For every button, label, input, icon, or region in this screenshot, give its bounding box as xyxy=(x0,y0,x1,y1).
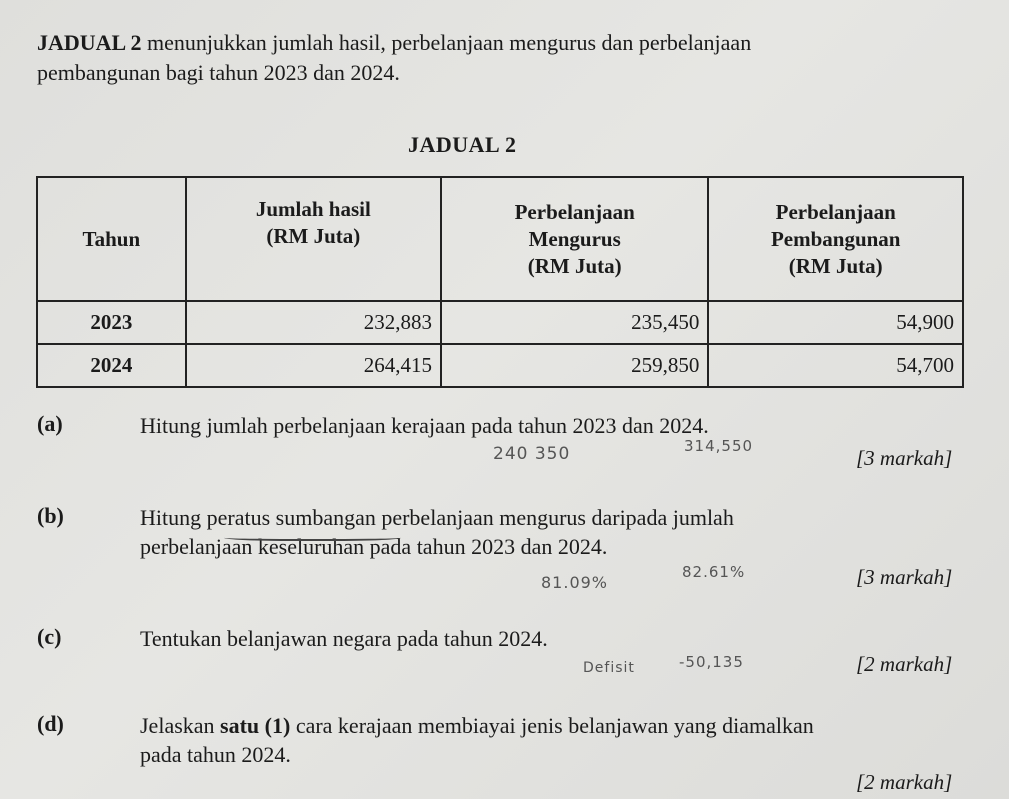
table-row xyxy=(37,344,963,387)
intro-line2: pembangunan bagi tahun 2023 dan 2024. xyxy=(37,60,400,85)
question-b-marks: [3 markah] xyxy=(856,565,953,589)
emphasis-satu: satu (1) xyxy=(220,713,291,738)
handwritten-answer: -50,135 xyxy=(679,653,744,671)
header-perbelanjaan-pembangunan: Perbelanjaan Pembangunan (RM Juta) xyxy=(708,177,963,301)
handwritten-answer: Defisit xyxy=(583,660,635,676)
cell-operating: 259,850 xyxy=(441,344,708,387)
question-c-label: (c) xyxy=(37,624,62,649)
intro-line1: menunjukkan jumlah hasil, perbelanjaan mengurus dan perbelanjaan xyxy=(141,30,752,55)
question-b-text: Hitung peratus sumbangan perbelanjaan mengurus daripada jumlah perbelanjaan keseluruhan pada tahun 2023 dan 2024. xyxy=(140,505,734,559)
question-c-marks: [2 markah] xyxy=(856,652,953,676)
pencil-underline xyxy=(224,533,401,541)
header-tahun: Tahun xyxy=(37,177,186,301)
question-a-marks: [3 markah] xyxy=(856,446,953,470)
handwritten-answer: 81.09% xyxy=(541,573,609,592)
handwritten-answer: 314,550 xyxy=(684,437,754,455)
cell-operating: 235,450 xyxy=(441,301,708,344)
question-b-label: (b) xyxy=(37,503,64,528)
question-d-label: (d) xyxy=(37,711,64,736)
question-d-marks: [2 markah] xyxy=(856,770,953,794)
header-jumlah-hasil: Jumlah hasil (RM Juta) xyxy=(186,177,441,301)
question-d-text: Jelaskan satu (1) cara kerajaan membiayai jenis belanjawan yang diamalkan pada tahun 2024. xyxy=(140,713,814,767)
question-c-text: Tentukan belanjawan negara pada tahun 2024. xyxy=(140,626,548,651)
data-table xyxy=(36,176,964,388)
intro-paragraph xyxy=(37,28,751,88)
handwritten-answer: 82.61% xyxy=(682,563,746,581)
table-row xyxy=(37,301,963,344)
question-a-label: (a) xyxy=(37,411,63,436)
cell-year: 2023 xyxy=(37,301,186,344)
handwritten-answer: 240 350 xyxy=(493,444,571,464)
table-header-row xyxy=(37,177,963,301)
cell-development: 54,700 xyxy=(708,344,963,387)
table-caption: JADUAL 2 xyxy=(408,132,517,157)
cell-development: 54,900 xyxy=(708,301,963,344)
question-a-text: Hitung jumlah perbelanjaan kerajaan pada tahun 2023 dan 2024. xyxy=(140,413,709,438)
cell-revenue: 232,883 xyxy=(186,301,441,344)
cell-revenue: 264,415 xyxy=(186,344,441,387)
header-perbelanjaan-mengurus: Perbelanjaan Mengurus (RM Juta) xyxy=(441,177,708,301)
intro-table-ref: JADUAL 2 xyxy=(37,30,142,55)
cell-year: 2024 xyxy=(37,344,186,387)
